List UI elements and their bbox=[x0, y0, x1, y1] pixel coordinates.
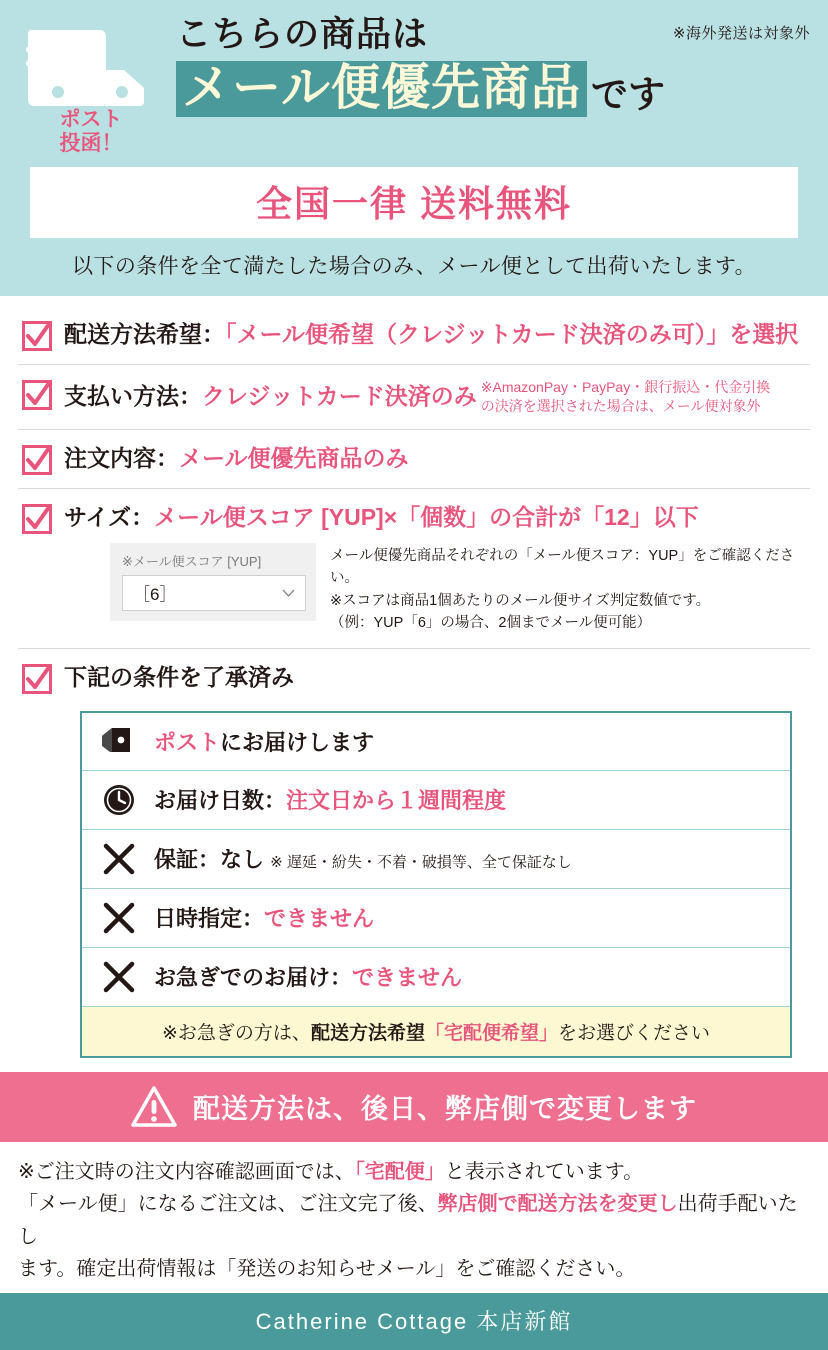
agreement-row-date-designation bbox=[82, 889, 790, 948]
post-badge: ポスト 投函！ bbox=[59, 108, 123, 155]
agreement-guarantee-label: 保証： bbox=[154, 847, 221, 873]
free-shipping-banner bbox=[30, 167, 798, 238]
agreement-row-guarantee bbox=[82, 830, 790, 889]
agreement-footer-prefix: ※お急ぎの方は、 bbox=[162, 1022, 311, 1044]
overseas-note: ※海外発送は対象外 bbox=[672, 25, 810, 42]
checkbox-icon bbox=[22, 664, 52, 694]
agreement-express-label: お急ぎでのお届け： bbox=[154, 965, 353, 991]
condition-label-order-content: 注文内容： bbox=[64, 444, 179, 471]
score-box bbox=[110, 543, 316, 621]
condition-label-size: サイズ： bbox=[64, 503, 155, 530]
mailbox-icon bbox=[98, 726, 140, 756]
mailbin-desu: です bbox=[591, 73, 666, 115]
checkbox-icon bbox=[22, 445, 52, 475]
agreement-date-value: できません bbox=[264, 906, 375, 932]
footnote-line2-a: 「メール便」になるご注文は、ご注文完了後、 bbox=[18, 1193, 438, 1216]
agreement-text-mailbox bbox=[154, 726, 374, 757]
agreement-delivery-value: 注文日から１週間程度 bbox=[286, 788, 507, 814]
agreement-text-delivery-days bbox=[154, 784, 506, 815]
agreement-footer-suffix: をお選びください bbox=[557, 1022, 710, 1044]
free-shipping-text: 全国一律 送料無料 bbox=[255, 183, 572, 225]
agreement-express-value: できません bbox=[352, 965, 463, 991]
condition-intro: 以下の条件を全て満たした場合のみ、メール便として出荷いたします。 bbox=[72, 255, 756, 279]
condition-value-order-content: メール便優先商品のみ bbox=[179, 444, 409, 471]
agreement-guarantee-value: なし bbox=[220, 847, 265, 873]
clock-icon bbox=[98, 783, 140, 817]
agreement-box bbox=[80, 711, 792, 1058]
condition-value-payment: クレジットカード決済のみ bbox=[202, 383, 477, 410]
score-note-line1: メール便優先商品それぞれの「メール便スコア：YUP」をご確認ください。 bbox=[330, 547, 795, 587]
checkbox-icon bbox=[22, 321, 52, 351]
score-select[interactable] bbox=[122, 575, 306, 611]
condition-label-payment: 支払い方法： bbox=[64, 383, 202, 410]
payment-note-line1: ※AmazonPay・PayPay・銀行振込・代金引換 bbox=[480, 379, 771, 396]
footnote bbox=[0, 1142, 828, 1294]
agreement-footer-note bbox=[82, 1007, 790, 1056]
agreement-text-guarantee bbox=[154, 843, 572, 874]
agreement-row-express bbox=[82, 948, 790, 1007]
score-note-line3: （例：YUP「6」の場合、2個までメール便可能） bbox=[330, 615, 652, 632]
agreement-footer-bold: 配送方法希望 bbox=[310, 1022, 425, 1044]
condition-label-shipping-method: 配送方法希望： bbox=[64, 321, 225, 348]
condition-value-shipping-method: 「メール便希望（クレジットカード決済のみ可）」を選択 bbox=[225, 321, 799, 348]
score-note-line2: ※スコアは商品1個あたりのメール便サイズ判定数値です。 bbox=[330, 592, 711, 609]
header-banner bbox=[0, 0, 828, 296]
checkbox-icon bbox=[22, 504, 52, 534]
notice-text: 配送方法は、後日、弊店側で変更します bbox=[193, 1094, 697, 1125]
condition-text-shipping-method bbox=[64, 319, 798, 350]
agreement-delivery-label: お届け日数： bbox=[154, 788, 287, 814]
condition-text-payment bbox=[64, 378, 770, 416]
cross-icon bbox=[98, 901, 140, 935]
footnote-line1-b: と表示されています。 bbox=[444, 1160, 644, 1183]
shop-name: Catherine Cottage 本店新館 bbox=[255, 1309, 573, 1335]
agreement-date-label: 日時指定： bbox=[154, 906, 265, 932]
condition-text-order-content bbox=[64, 443, 409, 474]
agreement-footer-bracket: 「宅配便希望」 bbox=[424, 1022, 558, 1044]
checkbox-icon bbox=[22, 380, 52, 410]
agreement-row-mailbox bbox=[82, 713, 790, 771]
condition-row-agreement bbox=[18, 649, 810, 707]
warning-icon bbox=[131, 1086, 177, 1128]
score-detail bbox=[110, 543, 806, 635]
shop-footer bbox=[0, 1293, 828, 1350]
mailbin-highlight: メール便優先商品 bbox=[176, 61, 587, 118]
footnote-line1-a: ※ご注文時の注文内容確認画面では、 bbox=[18, 1160, 355, 1183]
agreement-row-delivery-days bbox=[82, 771, 790, 830]
score-note bbox=[330, 543, 806, 635]
notice-banner bbox=[0, 1072, 828, 1142]
footnote-line3: ます。確定出荷情報は「発送のお知らせメール」をご確認ください。 bbox=[18, 1257, 636, 1280]
header-title-line1: こちらの商品は bbox=[176, 15, 429, 54]
condition-row-size bbox=[18, 489, 810, 649]
condition-row-shipping-method bbox=[18, 306, 810, 365]
truck-block bbox=[16, 14, 166, 155]
cross-icon bbox=[98, 842, 140, 876]
condition-value-size: メール便スコア [YUP]×「個数」の合計が「12」以下 bbox=[154, 503, 699, 530]
conditions-list bbox=[0, 296, 828, 1058]
agreement-mailbox-pink: ポスト bbox=[154, 729, 221, 755]
score-value: ［6］ bbox=[133, 585, 177, 605]
agreement-mailbox-rest: にお届けします bbox=[220, 729, 375, 755]
chevron-down-icon bbox=[282, 589, 295, 597]
condition-row-order-content bbox=[18, 430, 810, 489]
agreement-text-date-designation bbox=[154, 902, 374, 933]
cross-icon bbox=[98, 960, 140, 994]
score-label: ※メール便スコア [YUP] bbox=[122, 553, 262, 569]
footnote-line1-pink: 「宅配便」 bbox=[354, 1160, 445, 1183]
agreement-guarantee-sub: ※ 遅延・紛失・不着・破損等、全て保証なし bbox=[270, 854, 572, 872]
condition-row-payment bbox=[18, 365, 810, 430]
payment-note-line2: の決済を選択された場合は、メール便対象外 bbox=[480, 397, 761, 414]
agreement-text-express bbox=[154, 961, 462, 992]
truck-icon bbox=[26, 20, 156, 106]
footnote-line2-pink: 弊店側で配送方法を変更し bbox=[437, 1193, 678, 1216]
footnote-line2-b: 出荷手配いたし bbox=[18, 1193, 798, 1248]
condition-text-size bbox=[64, 502, 806, 533]
condition-text-agreement: 下記の条件を了承済み bbox=[64, 663, 294, 690]
payment-exclusion-note bbox=[481, 378, 770, 416]
